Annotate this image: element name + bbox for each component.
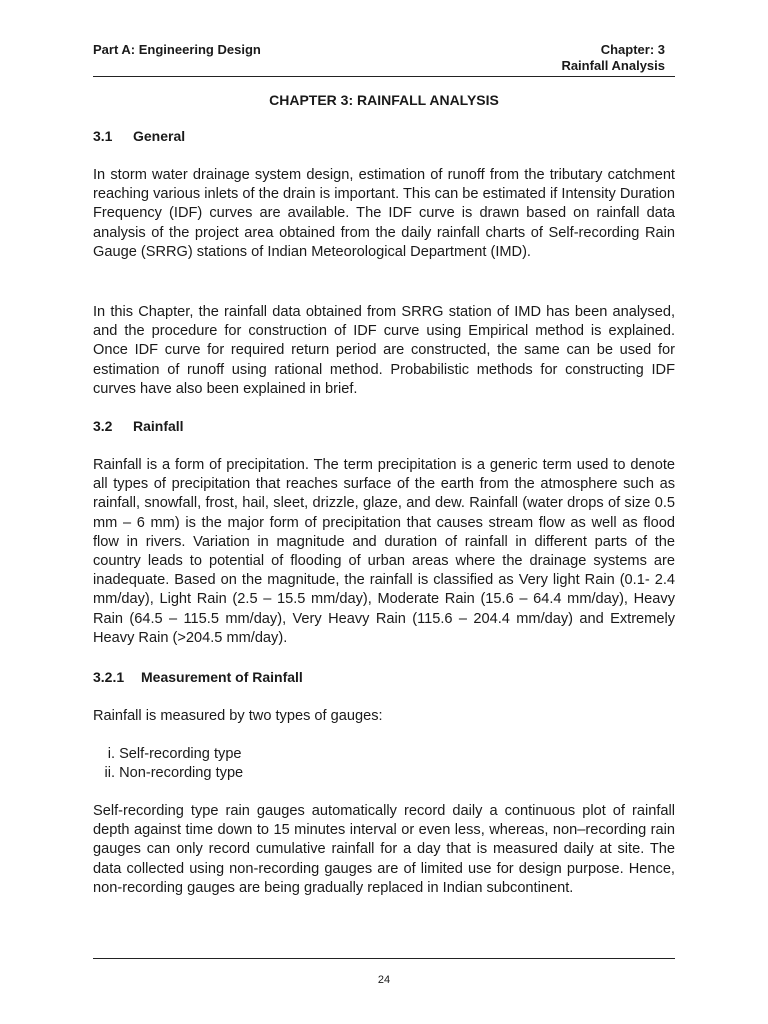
list-item-text: Self-recording type bbox=[119, 746, 242, 762]
section-number: 3.1 bbox=[93, 128, 113, 144]
section-heading-rainfall bbox=[93, 418, 184, 434]
footer-rule bbox=[93, 958, 675, 959]
header-chapter-name: Rainfall Analysis bbox=[561, 58, 665, 73]
paragraph-rainfall-1: Rainfall is a form of precipitation. The term precipitation is a generic term used to denote all types of precipitation that reaches surface of the earth from the atmosphere such as rainfall, snowfall, frost, hail, sleet, drizzle, glaze, and dew. Rainfall (water drops of size 0.5 mm – 6 mm) is the major form of precipitation that causes stream flow as well as flood flow in rivers. Variation in magnitude and duration of rainfall in different parts of the country leads to potential of flooding of urban areas where the drainage systems are inadequate. Based on the magnitude, the rainfall is classified as Very light Rain (0.1- 2.4 mm/day), Light Rain (2.5 – 15.5 mm/day), Moderate Rain (15.6 – 64.4 mm/day), Heavy Rain (64.5 – 115.5 mm/day), Very Heavy Rain (115.6 – 204.4 mm/day) and Extremely Heavy Rain (>204.5 mm/day). bbox=[93, 457, 675, 646]
list-marker: i. bbox=[107, 746, 115, 762]
list-item bbox=[93, 764, 675, 783]
section-title: Rainfall bbox=[133, 418, 184, 434]
running-header bbox=[93, 42, 675, 77]
section-title: Measurement of Rainfall bbox=[141, 669, 303, 685]
chapter-title: CHAPTER 3: RAINFALL ANALYSIS bbox=[269, 92, 499, 108]
section-heading-general bbox=[93, 128, 185, 144]
paragraph-measurement-intro: Rainfall is measured by two types of gauges: bbox=[93, 708, 383, 724]
section-heading-measurement bbox=[93, 669, 303, 685]
paragraph-general-1: In storm water drainage system design, estimation of runoff from the tributary catchment reaching various inlets of the drain is important. This can be estimated if Intensity Duration Frequency (IDF) curves are available. The IDF curve is drawn based on rainfall data analysis of the project area obtained from the daily rainfall charts of Self-recording Rain Gauge (SRRG) stations of Indian Meteorological Department (IMD). bbox=[93, 167, 675, 260]
header-part-title: Part A: Engineering Design bbox=[93, 42, 261, 57]
section-title: General bbox=[133, 128, 186, 144]
section-number: 3.2.1 bbox=[93, 669, 125, 685]
paragraph-measurement-1: Self-recording type rain gauges automatically record daily a continuous plot of rainfall depth against time down to 15 minutes interval or even less, whereas, non–recording rain gauges can only record cumulative rainfall for a day that is measured daily at site. The data collected using non-recording gauges are of limited use for design purpose. Hence, non-recording gauges are being gradually replaced in Indian subcontinent. bbox=[93, 803, 675, 896]
list-marker: ii. bbox=[104, 765, 115, 782]
gauge-type-list bbox=[93, 745, 675, 783]
header-chapter-number: Chapter: 3 bbox=[600, 42, 665, 57]
header-chapter-info bbox=[561, 42, 665, 74]
list-item bbox=[93, 745, 675, 764]
section-number: 3.2 bbox=[93, 418, 113, 434]
paragraph-general-2: In this Chapter, the rainfall data obtained from SRRG station of IMD has been analysed, and the procedure for construction of IDF curve using Empirical method is explained. Once IDF curve for required return period are constructed, the same can be used for estimation of runoff using rational method. Probabilistic methods for constructing IDF curves have also been explained in brief. bbox=[93, 304, 675, 397]
document-page bbox=[93, 0, 675, 1024]
list-item-text: Non-recording type bbox=[119, 765, 244, 782]
page-number: 24 bbox=[377, 974, 391, 986]
